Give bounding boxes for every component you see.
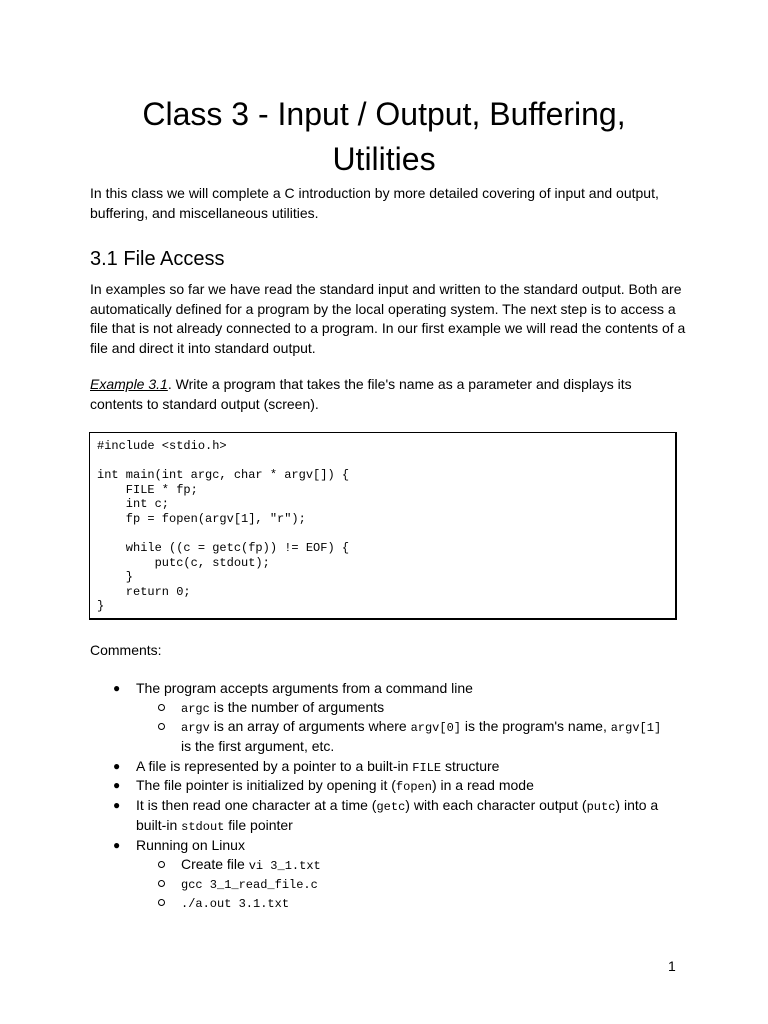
code-inline: FILE [412,761,442,775]
list-item-text: It is then read one character at a time ( [136,797,377,813]
list-item-continuation: is the first argument, etc. [181,738,335,754]
list-item [181,893,289,915]
example-text: . Write a program that takes the file's name as a parameter and displays its [167,376,632,392]
intro-paragraph [90,184,690,223]
list-item-text: is the number of arguments [209,699,385,715]
code-line: FILE * fp; [97,483,198,497]
code-inline: stdout [181,820,225,834]
sub-bullet-icon [158,704,165,711]
list-item-text: A file is represented by a pointer to a built-in [136,758,413,774]
bullet-icon: ● [113,759,121,773]
list-item-text: ) in a read mode [431,777,534,793]
section-para-line: In examples so far we have read the standard input and written to the standard output. Both are [90,281,682,297]
code-line: } [97,570,134,584]
code-inline: argv[1] [610,721,662,735]
list-item-text: The file pointer is initialized by opening it ( [136,777,396,793]
example-paragraph [90,375,690,414]
code-line: while ((c = getc(fp)) != EOF) { [97,541,350,555]
section-paragraph [90,280,690,358]
list-item [136,776,534,798]
code-inline: putc [586,800,616,814]
code-inline: getc [376,800,406,814]
code-inline: gcc 3_1_read_file.c [181,878,318,892]
sub-bullet-icon [158,861,165,868]
code-inline: argv[0] [410,721,461,735]
code-line: } [97,599,105,613]
title-line-2: Utilities [332,141,436,177]
section-para-line: file that is not already connected to a program. In our first example we will read the contents of a [90,320,686,336]
list-item-text: is an array of arguments where [209,718,411,734]
example-label: Example 3.1 [90,376,168,392]
list-item-text: Create file [181,856,249,872]
bullet-icon: ● [113,838,121,852]
page-title [0,92,768,182]
code-line: #include <stdio.h> [97,439,227,453]
list-item [136,796,658,818]
section-para-line: automatically defined for a program by the local operating system. The next step is to access a [90,300,676,317]
page-number: 1 [668,958,676,974]
list-item-continuation [136,816,293,838]
list-item-text: ) into a [615,797,659,813]
list-item-text: is the program's name, [461,718,611,734]
list-item-text: file pointer [224,817,293,833]
sub-bullet-icon [158,723,165,730]
intro-line-2: buffering, and miscellaneous utilities. [90,204,319,221]
list-item [181,717,661,739]
code-inline: argv [181,721,210,735]
list-item: The program accepts arguments from a command line [136,680,473,696]
code-inline: fopen [395,780,432,794]
sub-bullet-icon [158,899,165,906]
title-line-1: Class 3 - Input / Output, Buffering, [142,96,626,132]
sub-bullet-icon [158,880,165,887]
code-inline: vi 3_1.txt [248,859,321,873]
list-item-text: structure [441,758,500,774]
intro-line-1: In this class we will complete a C introduction by more detailed covering of input and output, [90,185,659,201]
list-item-text: ) with each character output ( [405,797,587,813]
code-inline: argc [181,702,210,716]
list-item: Running on Linux [136,837,245,853]
list-item-text: built-in [136,817,182,833]
section-para-line: file and direct it into standard output. [90,339,316,356]
section-heading: 3.1 File Access [90,248,225,270]
bullet-icon: ● [113,798,121,812]
bullet-icon: ● [113,778,121,792]
comments-label: Comments: [90,642,162,658]
code-line: fp = fopen(argv[1], "r"); [97,512,306,526]
code-inline: ./a.out 3.1.txt [181,897,290,911]
code-line: return 0; [97,585,191,599]
code-line: putc(c, stdout); [97,556,270,570]
bullet-icon: ● [113,681,121,695]
code-line: int c; [97,497,170,511]
example-text-line-2: contents to standard output (screen). [90,395,319,412]
code-line: int main(int argc, char * argv[]) { [97,468,350,482]
